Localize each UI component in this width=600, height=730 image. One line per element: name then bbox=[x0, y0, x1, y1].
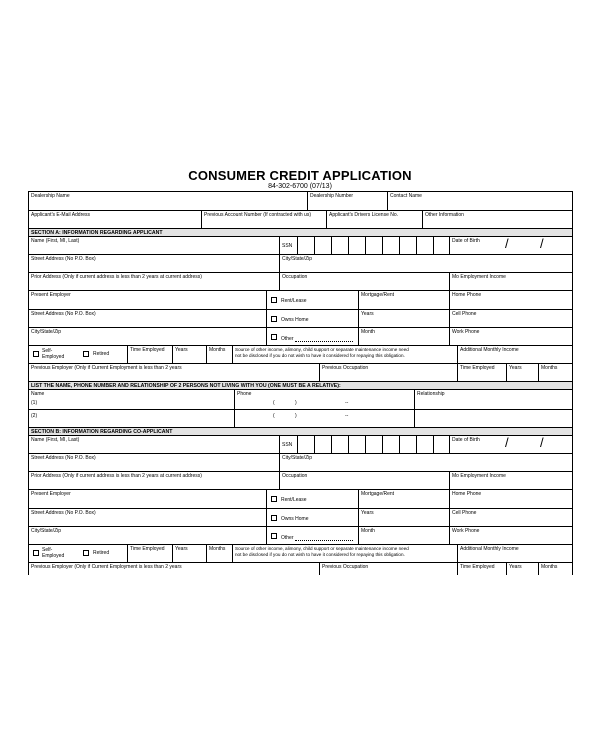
months-employed-field[interactable] bbox=[206, 346, 232, 363]
rent-lease-label: Rent/Lease bbox=[281, 298, 307, 304]
other-income-note: Source of other income, alimony, child support or separate maintenance income need bbox=[235, 347, 409, 352]
co-dob-field[interactable] bbox=[449, 436, 573, 453]
co-previous-employer-label: Previous Employer (Only if Current Employment is less than 2 years bbox=[31, 564, 182, 570]
co-employer-street-label: Street Address (No P.O. Box) bbox=[31, 510, 96, 516]
dealership-name-label: Dealership Name bbox=[31, 193, 70, 199]
employer-street-field[interactable] bbox=[29, 310, 266, 327]
present-employer-field[interactable] bbox=[29, 291, 266, 309]
co-previous-employer-field[interactable] bbox=[29, 563, 319, 575]
ssn-digit-divider bbox=[348, 237, 349, 254]
co-prev-time-employed-label: Time Employed bbox=[460, 564, 495, 570]
reference-2-name[interactable] bbox=[29, 410, 234, 427]
drivers-license-label: Applicant's Drivers License No. bbox=[329, 212, 399, 218]
reference-row-1 bbox=[28, 390, 573, 410]
co-ssn-label: SSN bbox=[282, 442, 293, 448]
dob-label: Date of Birth bbox=[452, 238, 480, 244]
other-income-source-field[interactable] bbox=[232, 346, 457, 363]
dob-slash: / bbox=[505, 435, 509, 450]
co-cell-phone-field[interactable] bbox=[449, 509, 573, 526]
co-prev-years-field[interactable] bbox=[506, 563, 538, 575]
co-employment-type bbox=[29, 545, 127, 562]
co-other-income-note: Source of other income, alimony, child support or separate maintenance income need bbox=[235, 546, 409, 551]
email-label: Applicant's E-Mail Address bbox=[31, 212, 91, 218]
co-mortgage-rent-label: Mortgage/Rent bbox=[361, 491, 395, 497]
rent-lease-checkbox[interactable] bbox=[271, 297, 277, 303]
ssn-label: SSN bbox=[282, 243, 293, 249]
previous-occupation-field[interactable] bbox=[319, 364, 457, 381]
co-months-employed-field[interactable] bbox=[206, 545, 232, 562]
co-other-checkbox[interactable] bbox=[271, 533, 277, 539]
contact-name-label: Contact Name bbox=[390, 193, 422, 199]
ssn-digit-divider bbox=[399, 436, 400, 453]
page-title: CONSUMER CREDIT APPLICATION bbox=[188, 168, 412, 183]
section-a-street-row bbox=[28, 255, 573, 273]
co-previous-occupation-field[interactable] bbox=[319, 563, 457, 575]
prior-address-label: Prior Address (Only if current address is less than 2 years at current address) bbox=[31, 274, 202, 280]
co-rent-lease-option[interactable] bbox=[266, 490, 358, 508]
ssn-field[interactable] bbox=[279, 237, 449, 254]
ssn-digit-divider bbox=[433, 237, 434, 254]
owns-home-label: Owns Home bbox=[281, 317, 309, 323]
other-label: Other bbox=[281, 336, 294, 342]
cell-phone-field[interactable] bbox=[449, 310, 573, 327]
section-a-employer-row bbox=[28, 291, 573, 310]
co-city-state-zip-field[interactable] bbox=[279, 454, 573, 471]
home-phone-field[interactable] bbox=[449, 291, 573, 309]
ssn-digit-divider bbox=[314, 237, 315, 254]
mortgage-rent-field[interactable] bbox=[358, 291, 449, 309]
dob-field[interactable] bbox=[449, 237, 573, 254]
co-employer-city-label: City/State/Zip bbox=[31, 528, 62, 534]
co-work-phone-label: Work Phone bbox=[452, 528, 480, 534]
co-time-employed-field[interactable] bbox=[127, 545, 172, 562]
co-ssn-field[interactable] bbox=[279, 436, 449, 453]
section-a-street2-row bbox=[28, 310, 573, 328]
ssn-digit-divider bbox=[331, 237, 332, 254]
reference-1-name[interactable] bbox=[29, 390, 234, 409]
ssn-digit-divider bbox=[348, 436, 349, 453]
co-street-label: Street Address (No P.O. Box) bbox=[31, 455, 96, 461]
co-years-field[interactable] bbox=[358, 509, 449, 526]
references-header bbox=[28, 382, 573, 390]
city-state-zip-field[interactable] bbox=[279, 255, 573, 272]
reference-relationship-label: Relationship bbox=[417, 391, 445, 397]
rent-lease-option[interactable] bbox=[266, 291, 358, 309]
co-months-employed-label: Months bbox=[209, 546, 226, 552]
dealership-name-field[interactable] bbox=[29, 192, 307, 210]
co-occupation-label: Occupation bbox=[282, 473, 308, 479]
section-a-previous-row bbox=[28, 364, 573, 382]
other-checkbox[interactable] bbox=[271, 334, 277, 340]
time-employed-label: Time Employed bbox=[130, 347, 165, 353]
retired-label: Retired bbox=[93, 351, 110, 357]
co-additional-monthly-income-label: Additional Monthly Income bbox=[460, 546, 519, 552]
ssn-digit-divider bbox=[433, 436, 434, 453]
employer-city-label: City/State/Zip bbox=[31, 329, 62, 335]
email-field[interactable] bbox=[29, 211, 201, 228]
month-field[interactable] bbox=[358, 328, 449, 345]
owns-home-checkbox[interactable] bbox=[271, 316, 277, 322]
co-month-label: Month bbox=[361, 528, 375, 534]
street-field[interactable] bbox=[29, 255, 279, 272]
phone-dash: -- bbox=[345, 413, 349, 419]
reference-name-label: Name bbox=[31, 391, 45, 397]
months-employed-label: Months bbox=[209, 347, 226, 353]
section-b-heading: SECTION B: INFORMATION REGARDING CO-APPLICANT bbox=[31, 429, 173, 435]
reference-row-2 bbox=[28, 410, 573, 428]
street-label: Street Address (No P.O. Box) bbox=[31, 256, 96, 262]
employment-type bbox=[29, 346, 127, 363]
co-present-employer-label: Present Employer bbox=[31, 491, 71, 497]
section-b-street2-row bbox=[28, 509, 573, 527]
ssn-digit-divider bbox=[382, 436, 383, 453]
references-heading: LIST THE NAME, PHONE NUMBER AND RELATIONSHIP OF 2 PERSONS NOT LIVING WITH YOU (ONE MUST BE A RELATIVE): bbox=[31, 383, 341, 389]
co-rent-lease-label: Rent/Lease bbox=[281, 497, 307, 503]
co-month-field[interactable] bbox=[358, 527, 449, 544]
previous-occupation-label: Previous Occupation bbox=[322, 365, 369, 371]
co-mortgage-rent-field[interactable] bbox=[358, 490, 449, 508]
co-home-phone-label: Home Phone bbox=[452, 491, 482, 497]
co-retired-checkbox[interactable] bbox=[83, 550, 89, 556]
section-a-employment-row bbox=[28, 346, 573, 364]
other-info-field[interactable] bbox=[422, 211, 573, 228]
previous-employer-label: Previous Employer (Only if Current Employment is less than 2 years bbox=[31, 365, 182, 371]
retired-checkbox[interactable] bbox=[83, 351, 89, 357]
ssn-digit-divider bbox=[297, 237, 298, 254]
section-a-name-row bbox=[28, 237, 573, 255]
ssn-digit-divider bbox=[416, 436, 417, 453]
self-employed-label: Self- Employed bbox=[42, 348, 65, 360]
co-previous-occupation-label: Previous Occupation bbox=[322, 564, 369, 570]
co-other-income-note-2: not be disclosed if you do not wish to have it considered for repaying this obligation. bbox=[235, 552, 405, 557]
section-b-employment-row bbox=[28, 545, 573, 563]
prev-time-employed-label: Time Employed bbox=[460, 365, 495, 371]
previous-employer-field[interactable] bbox=[29, 364, 319, 381]
prev-time-employed-field[interactable] bbox=[457, 364, 506, 381]
work-phone-field[interactable] bbox=[449, 328, 573, 345]
co-other-income-source-field[interactable] bbox=[232, 545, 457, 562]
ssn-digit-divider bbox=[382, 237, 383, 254]
section-a-prior-row bbox=[28, 273, 573, 291]
co-name-field[interactable] bbox=[29, 436, 279, 453]
co-prev-months-field[interactable] bbox=[538, 563, 573, 575]
co-owns-home-checkbox[interactable] bbox=[271, 515, 277, 521]
mortgage-rent-label: Mortgage/Rent bbox=[361, 292, 395, 298]
phone-dash: -- bbox=[345, 400, 349, 406]
header-row-2 bbox=[28, 211, 573, 229]
section-b-prior-row bbox=[28, 472, 573, 490]
co-present-employer-field[interactable] bbox=[29, 490, 266, 508]
ssn-digit-divider bbox=[331, 436, 332, 453]
dob-slash: / bbox=[540, 236, 544, 251]
co-work-phone-field[interactable] bbox=[449, 527, 573, 544]
area-code-open: ( bbox=[273, 400, 275, 406]
area-code-open: ( bbox=[273, 413, 275, 419]
contact-name-field[interactable] bbox=[387, 192, 573, 210]
co-city-state-zip-label: City/State/Zip bbox=[282, 455, 313, 461]
prev-months-label: Months bbox=[541, 365, 558, 371]
header-row-1 bbox=[28, 192, 573, 211]
years-field[interactable] bbox=[358, 310, 449, 327]
credit-application-form bbox=[28, 191, 573, 575]
other-info-label: Other Information bbox=[425, 212, 464, 218]
other-option[interactable] bbox=[266, 328, 358, 345]
reference-1-phone[interactable] bbox=[234, 390, 414, 409]
mo-employment-income-field[interactable] bbox=[449, 273, 573, 290]
dob-slash: / bbox=[505, 236, 509, 251]
name-field[interactable] bbox=[29, 237, 279, 254]
prev-years-field[interactable] bbox=[506, 364, 538, 381]
area-code-close: ) bbox=[295, 413, 297, 419]
reference-2-number: (2) bbox=[31, 413, 38, 419]
time-employed-field[interactable] bbox=[127, 346, 172, 363]
form-number: 84-302-6700 (07/13) bbox=[268, 183, 332, 190]
co-name-label: Name (First, MI, Last) bbox=[31, 437, 80, 443]
dealership-number-label: Dealership Number bbox=[310, 193, 354, 199]
dob-slash: / bbox=[540, 435, 544, 450]
reference-2-relationship[interactable] bbox=[414, 410, 573, 427]
ssn-digit-divider bbox=[297, 436, 298, 453]
section-a-heading: SECTION A: INFORMATION REGARDING APPLICANT bbox=[31, 230, 163, 236]
dealership-number-field[interactable] bbox=[307, 192, 387, 210]
other-income-note-2: not be disclosed if you do not wish to have it considered for repaying this obligation. bbox=[235, 353, 405, 358]
section-b-employer-row bbox=[28, 490, 573, 509]
self-employed-checkbox[interactable] bbox=[33, 351, 39, 357]
co-prev-time-employed-field[interactable] bbox=[457, 563, 506, 575]
ssn-digit-divider bbox=[416, 237, 417, 254]
prior-address-field[interactable] bbox=[29, 273, 279, 290]
home-phone-label: Home Phone bbox=[452, 292, 482, 298]
city-state-zip-label: City/State/Zip bbox=[282, 256, 313, 262]
co-mo-employment-income-label: Mo Employment Income bbox=[452, 473, 506, 479]
co-prior-address-label: Prior Address (Only if current address is less than 2 years at current address) bbox=[31, 473, 202, 479]
present-employer-label: Present Employer bbox=[31, 292, 71, 298]
reference-1-relationship[interactable] bbox=[414, 390, 573, 409]
area-code-close: ) bbox=[295, 400, 297, 406]
co-retired-label: Retired bbox=[93, 550, 110, 556]
occupation-label: Occupation bbox=[282, 274, 308, 280]
years-label: Years bbox=[361, 311, 374, 317]
years-employed-label: Years bbox=[175, 347, 188, 353]
co-owns-home-label: Owns Home bbox=[281, 516, 309, 522]
co-other-label: Other bbox=[281, 535, 294, 541]
co-home-phone-field[interactable] bbox=[449, 490, 573, 508]
ssn-digit-divider bbox=[399, 237, 400, 254]
prev-account-field[interactable] bbox=[201, 211, 326, 228]
section-b-header bbox=[28, 428, 573, 436]
co-prev-months-label: Months bbox=[541, 564, 558, 570]
co-years-employed-field[interactable] bbox=[172, 545, 206, 562]
ssn-digit-divider bbox=[314, 436, 315, 453]
co-other-option[interactable] bbox=[266, 527, 358, 544]
co-prev-years-label: Years bbox=[509, 564, 522, 570]
cell-phone-label: Cell Phone bbox=[452, 311, 477, 317]
prev-months-field[interactable] bbox=[538, 364, 573, 381]
additional-monthly-income-label: Additional Monthly Income bbox=[460, 347, 519, 353]
years-employed-field[interactable] bbox=[172, 346, 206, 363]
occupation-field[interactable] bbox=[279, 273, 449, 290]
co-years-label: Years bbox=[361, 510, 374, 516]
co-additional-monthly-income-field[interactable] bbox=[457, 545, 573, 562]
section-a-city2-row bbox=[28, 328, 573, 346]
co-self-employed-label: Self- Employed bbox=[42, 547, 65, 559]
co-cell-phone-label: Cell Phone bbox=[452, 510, 477, 516]
reference-2-phone[interactable] bbox=[234, 410, 414, 427]
co-street-field[interactable] bbox=[29, 454, 279, 471]
co-prior-address-field[interactable] bbox=[29, 472, 279, 489]
co-owns-home-option[interactable] bbox=[266, 509, 358, 526]
reference-phone-label: Phone bbox=[237, 391, 252, 397]
co-years-employed-label: Years bbox=[175, 546, 188, 552]
co-self-employed-checkbox[interactable] bbox=[33, 550, 39, 556]
co-rent-lease-checkbox[interactable] bbox=[271, 496, 277, 502]
co-employer-city-field[interactable] bbox=[29, 527, 266, 544]
reference-1-number: (1) bbox=[31, 400, 38, 406]
section-a-header bbox=[28, 229, 573, 237]
co-employer-street-field[interactable] bbox=[29, 509, 266, 526]
co-dob-label: Date of Birth bbox=[452, 437, 480, 443]
section-b-city2-row bbox=[28, 527, 573, 545]
section-b-name-row bbox=[28, 436, 573, 454]
co-mo-employment-income-field[interactable] bbox=[449, 472, 573, 489]
drivers-license-field[interactable] bbox=[326, 211, 422, 228]
name-label: Name (First, MI, Last) bbox=[31, 238, 80, 244]
co-time-employed-label: Time Employed bbox=[130, 546, 165, 552]
work-phone-label: Work Phone bbox=[452, 329, 480, 335]
section-b-previous-row bbox=[28, 563, 573, 575]
section-b-street-row bbox=[28, 454, 573, 472]
owns-home-option[interactable] bbox=[266, 310, 358, 327]
additional-monthly-income-field[interactable] bbox=[457, 346, 573, 363]
prev-years-label: Years bbox=[509, 365, 522, 371]
ssn-digit-divider bbox=[365, 436, 366, 453]
co-occupation-field[interactable] bbox=[279, 472, 449, 489]
employer-city-field[interactable] bbox=[29, 328, 266, 345]
month-label: Month bbox=[361, 329, 375, 335]
mo-employment-income-label: Mo Employment Income bbox=[452, 274, 506, 280]
prev-account-label: Previous Account Number (If contracted with us) bbox=[204, 212, 311, 218]
ssn-digit-divider bbox=[365, 237, 366, 254]
employer-street-label: Street Address (No P.O. Box) bbox=[31, 311, 96, 317]
